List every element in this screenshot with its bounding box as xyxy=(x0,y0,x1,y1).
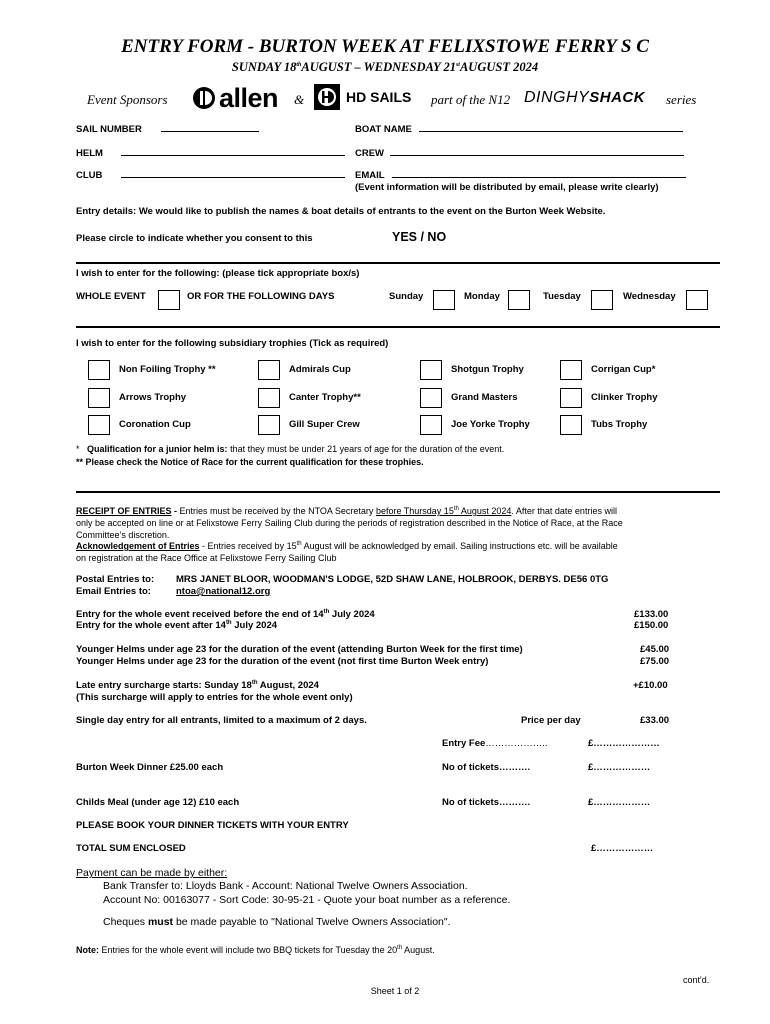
helm-label: HELM xyxy=(76,148,103,159)
payment-heading: Payment can be made by either: xyxy=(76,867,228,879)
hd-sails-emblem-icon xyxy=(314,84,340,110)
childs-tickets-field[interactable]: No of tickets………. xyxy=(442,797,531,808)
day-wednesday-label: Wednesday xyxy=(623,291,676,302)
fee-young-repeat-label: Younger Helms under age 23 for the duration of the event (not first time Burton Week entry) xyxy=(76,656,489,667)
trophy-checkbox[interactable] xyxy=(420,360,442,380)
trophy-label: Canter Trophy** xyxy=(289,392,361,403)
trophy-label: Joe Yorke Trophy xyxy=(451,419,530,430)
trophy-label: Non Foiling Trophy ** xyxy=(119,364,216,375)
divider xyxy=(76,262,720,264)
divider xyxy=(76,326,720,328)
surcharge-label: Late entry surcharge starts: Sunday 18th August, 2024 xyxy=(76,680,319,692)
payment-cheques: Cheques must be made payable to "National Twelve Owners Association". xyxy=(103,916,451,928)
dinner-label: Burton Week Dinner £25.00 each xyxy=(76,762,224,773)
fee-late-label: Entry for the whole event after 14th July 2024 xyxy=(76,620,278,632)
price-per-day-label: Price per day xyxy=(521,715,581,726)
whole-event-checkbox[interactable] xyxy=(158,290,180,310)
trophies-heading: I wish to enter for the following subsidiary trophies (Tick as required) xyxy=(76,338,389,349)
crew-field[interactable] xyxy=(390,155,684,156)
fee-late-price: £150.00 xyxy=(634,620,669,631)
bbq-note: Note: Entries for the whole event will include two BBQ tickets for Tuesday the 20th August. xyxy=(76,945,435,955)
allen-emblem-icon xyxy=(191,86,217,110)
monday-checkbox[interactable] xyxy=(508,290,530,310)
form-title: ENTRY FORM - BURTON WEEK AT FELIXSTOWE FERRY S C xyxy=(121,36,649,57)
event-dates: SUNDAY 18thAUGUST – WEDNESDAY 21stAUGUST 2024 xyxy=(231,60,539,74)
acknowledgement-paragraph: Acknowledgement of Entries - Entries received by 15th August will be acknowledged by email. Sailing instructions etc. will be available on registration at the Race Office at Felixstowe Ferry Sailing Club xyxy=(76,541,618,563)
childs-amount[interactable]: £……………… xyxy=(588,797,651,808)
email-entries-label: Email Entries to: xyxy=(76,586,151,597)
trophy-checkbox[interactable] xyxy=(420,388,442,408)
boat-name-field[interactable] xyxy=(419,131,683,132)
fee-young-first-label: Younger Helms under age 23 for the duration of the event (attending Burton Week for the first time) xyxy=(76,644,523,655)
helm-field[interactable] xyxy=(121,155,345,156)
consent-circle-label: Please circle to indicate whether you consent to this xyxy=(76,233,313,244)
trophy-label: Admirals Cup xyxy=(289,364,351,375)
trophy-label: Clinker Trophy xyxy=(591,392,658,403)
consent-details: Entry details: We would like to publish the names & boat details of entrants to the event on the Burton Week Website. xyxy=(76,206,606,217)
trophy-checkbox[interactable] xyxy=(258,360,280,380)
childs-meal-label: Childs Meal (under age 12) £10 each xyxy=(76,797,240,808)
trophy-label: Arrows Trophy xyxy=(119,392,187,403)
tuesday-checkbox[interactable] xyxy=(591,290,613,310)
entry-fee-field[interactable]: Entry Fee……………….. xyxy=(442,738,548,749)
total-amount[interactable]: £……………… xyxy=(591,843,654,854)
hd-sails-logo xyxy=(314,84,411,110)
fee-early-label: Entry for the whole event received before the end of 14th July 2024 xyxy=(76,609,375,621)
trophy-checkbox[interactable] xyxy=(560,388,582,408)
club-field[interactable] xyxy=(121,177,345,178)
allen-wordmark: allen xyxy=(219,83,279,113)
boat-name-label: BOAT NAME xyxy=(355,124,412,135)
day-tuesday-label: Tuesday xyxy=(543,291,581,302)
trophy-checkbox[interactable] xyxy=(88,415,110,435)
enter-heading: I wish to enter for the following: (please tick appropriate box/s) xyxy=(76,268,360,279)
series-label: series xyxy=(666,92,697,107)
single-day-price: £33.00 xyxy=(640,715,670,726)
continued-label: cont'd. xyxy=(683,975,710,985)
entry-fee-amount[interactable]: £………………… xyxy=(588,738,660,749)
trophy-checkbox[interactable] xyxy=(258,415,280,435)
sheet-number: Sheet 1 of 2 xyxy=(370,986,420,996)
trophy-label: Corrigan Cup* xyxy=(591,364,656,375)
fee-young-first-price: £45.00 xyxy=(640,644,670,655)
dinner-amount[interactable]: £……………… xyxy=(588,762,651,773)
day-sunday-label: Sunday xyxy=(389,291,424,302)
trophy-checkbox[interactable] xyxy=(88,388,110,408)
surcharge-note: (This surcharge will apply to entries for the whole event only) xyxy=(76,692,353,703)
trophy-checkbox[interactable] xyxy=(560,415,582,435)
allen-logo xyxy=(191,85,278,111)
postal-label: Postal Entries to: xyxy=(76,574,155,585)
trophy-label: Coronation Cup xyxy=(119,419,191,430)
book-dinner-notice: PLEASE BOOK YOUR DINNER TICKETS WITH YOUR ENTRY xyxy=(76,820,349,831)
day-monday-label: Monday xyxy=(464,291,500,302)
email-entries-link[interactable]: ntoa@national12.org xyxy=(176,586,271,597)
dinner-tickets-field[interactable]: No of tickets………. xyxy=(442,762,531,773)
total-label: TOTAL SUM ENCLOSED xyxy=(76,843,186,854)
email-note: (Event information will be distributed by email, please write clearly) xyxy=(355,182,659,193)
trophy-label: Tubs Trophy xyxy=(591,419,648,430)
whole-event-label: WHOLE EVENT xyxy=(76,291,146,302)
trophy-checkbox[interactable] xyxy=(258,388,280,408)
sail-number-field[interactable] xyxy=(161,131,259,132)
divider xyxy=(76,491,720,493)
junior-qualification-note: * Qualification for a junior helm is: that they must be under 21 years of age for the duration of the event. xyxy=(76,444,505,454)
single-day-label: Single day entry for all entrants, limited to a maximum of 2 days. xyxy=(76,715,367,726)
wednesday-checkbox[interactable] xyxy=(686,290,708,310)
fee-early-price: £133.00 xyxy=(634,609,669,620)
email-field[interactable] xyxy=(392,177,686,178)
trophy-label: Gill Super Crew xyxy=(289,419,360,430)
surcharge-price: +£10.00 xyxy=(633,680,668,691)
sail-number-label: SAIL NUMBER xyxy=(76,124,142,135)
postal-address: MRS JANET BLOOR, WOODMAN'S LODGE, 52D SHAW LANE, HOLBROOK, DERBYS. DE56 0TG xyxy=(176,574,609,585)
part-of-label: part of the N12 xyxy=(431,92,511,107)
ampersand: & xyxy=(294,92,305,107)
club-label: CLUB xyxy=(76,170,103,181)
dinghy-shack-logo: DINGHYSHACK xyxy=(524,89,646,106)
payment-account: Account No: 00163077 - Sort Code: 30-95-21 - Quote your boat number as a reference. xyxy=(103,894,511,906)
payment-bank: Bank Transfer to: Lloyds Bank - Account: National Twelve Owners Association. xyxy=(103,880,468,892)
crew-label: CREW xyxy=(355,148,385,159)
fee-young-repeat-price: £75.00 xyxy=(640,656,670,667)
sunday-checkbox[interactable] xyxy=(433,290,455,310)
trophy-label: Grand Masters xyxy=(451,392,518,403)
hd-sails-wordmark: HD SAILS xyxy=(346,89,412,105)
trophy-checkbox[interactable] xyxy=(420,415,442,435)
trophy-checkbox[interactable] xyxy=(560,360,582,380)
trophy-checkbox[interactable] xyxy=(88,360,110,380)
email-label: EMAIL xyxy=(355,170,385,181)
trophy-qualification-note: ** Please check the Notice of Race for the current qualification for these trophies. xyxy=(76,457,424,467)
trophy-label: Shotgun Trophy xyxy=(451,364,524,375)
receipt-paragraph: RECEIPT OF ENTRIES - Entries must be received by the NTOA Secretary before Thursday 15th August 2024. After that date entries will only be accepted on line or at Felixstowe Ferry Sailing Club during the periods of registration described in the Notice of Race, at the Race Committee’s discretion. xyxy=(76,506,623,540)
sponsors-label: Event Sponsors xyxy=(87,92,168,107)
consent-yes-no[interactable]: YES / NO xyxy=(392,230,447,244)
or-days-label: OR FOR THE FOLLOWING DAYS xyxy=(187,291,335,302)
